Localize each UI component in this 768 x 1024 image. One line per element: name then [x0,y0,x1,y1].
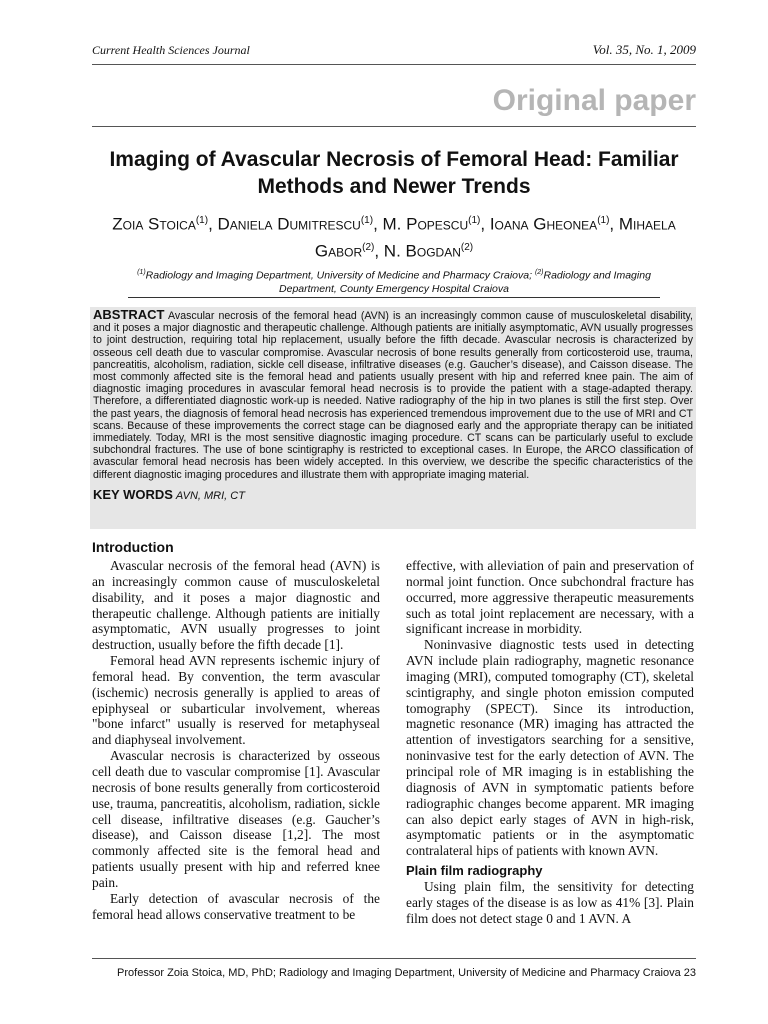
keywords-value: AVN, MRI, CT [175,489,245,502]
volume-info: Vol. 35, No. 1, 2009 [592,42,696,57]
paper-type-label: Original paper [492,84,696,117]
paragraph: Noninvasive diagnostic tests used in detecting AVN include plain radiography, magnetic resonance imaging (MRI), computed tomography (CT), skeletal scintigraphy, and single photon emission computed tomography (SPECT). Since its introduction, magnetic resonance (MR) imaging has attracted the attention of investigators searching for a sensitive, noninvasive test for the early detection of AVN. The principal role of MR imaging is in establishing the diagnosis of AVN in symptomatic patients before radiographic changes become apparent. MR imaging can also depict early stages of AVN in high-risk, asymptomatic patients or in the asymptomatic contralateral hips of patients with known AVN. [406,637,694,859]
left-column [92,558,380,922]
paragraph: Early detection of avascular necrosis of the femoral head allows conservative treatment to be [92,890,380,922]
affil-marker: (2) [460,241,474,253]
paragraph: Femoral head AVN represents ischemic injury of femoral head. By convention, the term avascular (ischemic) necrosis generally is applied to areas of epiphyseal or subarticular involvement, whereas "bone infarct" usually is reserved for metaphyseal and diaphyseal involvement. [92,653,380,748]
paragraph: Using plain film, the sensitivity for detecting early stages of the disease is as low as 41% [3]. Plain film does not detect stage 0 and 1 AVN. A [406,878,694,926]
header-rule [92,64,696,65]
affil-marker: (1) [468,215,481,226]
section-heading-introduction: Introduction [92,539,174,555]
section-heading-plain-film: Plain film radiography [406,863,543,879]
right-column [406,558,694,926]
keywords [93,486,693,502]
author-name: M. Popescu [382,214,469,234]
journal-name: Current Health Sciences Journal [92,43,250,57]
title-rule [92,126,696,127]
author-name: Daniela Dumitrescu [217,214,361,234]
author-name: Zoia Stoica [112,214,196,234]
abstract-label: ABSTRACT [93,307,165,322]
affiliation-rule [128,297,660,298]
abstract-text: Avascular necrosis of the femoral head (AVN) is an increasingly common cause of musculoskeletal disability, and it poses a major diagnostic and therapeutic challenge. Although patients are initially asymptomatic, AVN usually progresses to joint destruction, requiring total hip replacement, usually before the fifth decade. Avascular necrosis is characterized by osseous cell death due to vascular compromise. Avascular necrosis of bone results generally from corticosteroid use, trauma, pancreatitis, alcoholism, radiation, sickle cell disease, infiltrative diseases (e.g. Gaucher’s disease), and Caisson disease. The most commonly affected site is the femoral head and patients usually present with hip and referred knee pain. The aim of diagnostic imaging procedures in avascular femoral head necrosis is to provide the patient with a stage-adapted therapy. Therefore, a differentiated diagnostic work-up is needed. Native radiography of the hip in two planes is still the first step. Over the past years, the diagnosis of femoral head necrosis has experienced tremendous improvement due to the use of MRI and CT scans. Because of these improvements the correct stage can be diagnosed early and the appropriate therapy can be initiated immediately. Today, MRI is the most sensitive diagnostic imaging procedure. CT scans can be particularly useful to exclude subchondral fractures. The use of bone scintigraphy is restricted to exceptional cases. In Europe, the ARCO classification of avascular femoral head necrosis has been widely accepted. In this overview, we describe the specific characteristics of the different diagnostic imaging procedures and illustrate them with appropriate imaging material. [93,310,694,481]
author-list: Zoia Stoica$^{(1)}$, Daniela Dumitrescu$^{(1)}$, M. Popescu$^{(1)}$, Ioana Gheonea$^{(1)}$, Mihaela Gabor$^{(2)}$, N. Bogdan$^{(2)}$ [112,214,676,261]
paragraph: Avascular necrosis is characterized by osseous cell death due to vascular compromise [1]. Avascular necrosis of bone results generally from corticosteroid use, trauma, pancreatitis, alcoholism, radiation, sickle cell disease, infiltrative diseases (e.g. Gaucher’s disease), and Caisson disease [1,2]. The most commonly affected site is the femoral head and patients usually present with hip and referred knee pain. [92,748,380,890]
paragraph: effective, with alleviation of pain and preservation of normal joint function. Once subchondral fracture has occurred, more aggressive therapeutic measurements such as total joint replacement are necessary, with a significant increase in morbidity. [406,558,694,637]
footer-rule [92,958,696,959]
page-footer: Professor Zoia Stoica, MD, PhD; Radiology and Imaging Department, University of Medicine and Pharmacy Craiova 23 [117,967,696,979]
affil-marker: (1) [137,269,146,276]
affil-marker: (2) [534,269,544,276]
author-name: Ioana Gheonea [489,214,598,234]
affil-marker: (1) [360,215,374,226]
affil-marker: (1) [597,215,610,226]
paragraph: Avascular necrosis of the femoral head (AVN) is an increasingly common cause of musculoskeletal disability, and it poses a major diagnostic and therapeutic challenge. Although patients are initially asymptomatic, AVN usually progresses to joint destruction, usually before the fifth decade [1]. [92,558,380,653]
author-name: Mihaela Gabor [314,214,676,261]
abstract-box [90,307,696,529]
paper-title: Imaging of Avascular Necrosis of Femoral Head: Familiar Methods and Newer Trends [109,148,679,198]
author-name: N. Bogdan [383,241,461,261]
affil-marker: (2) [362,241,375,253]
affiliations [110,266,678,296]
affiliation-2: Radiology and Imaging Department, County Emergency Hospital Craiova [279,269,651,295]
affil-marker: (1) [195,215,209,226]
keywords-label: KEY WORDS [93,486,173,502]
affiliation-1: Radiology and Imaging Department, University of Medicine and Pharmacy Craiova; [145,269,533,282]
